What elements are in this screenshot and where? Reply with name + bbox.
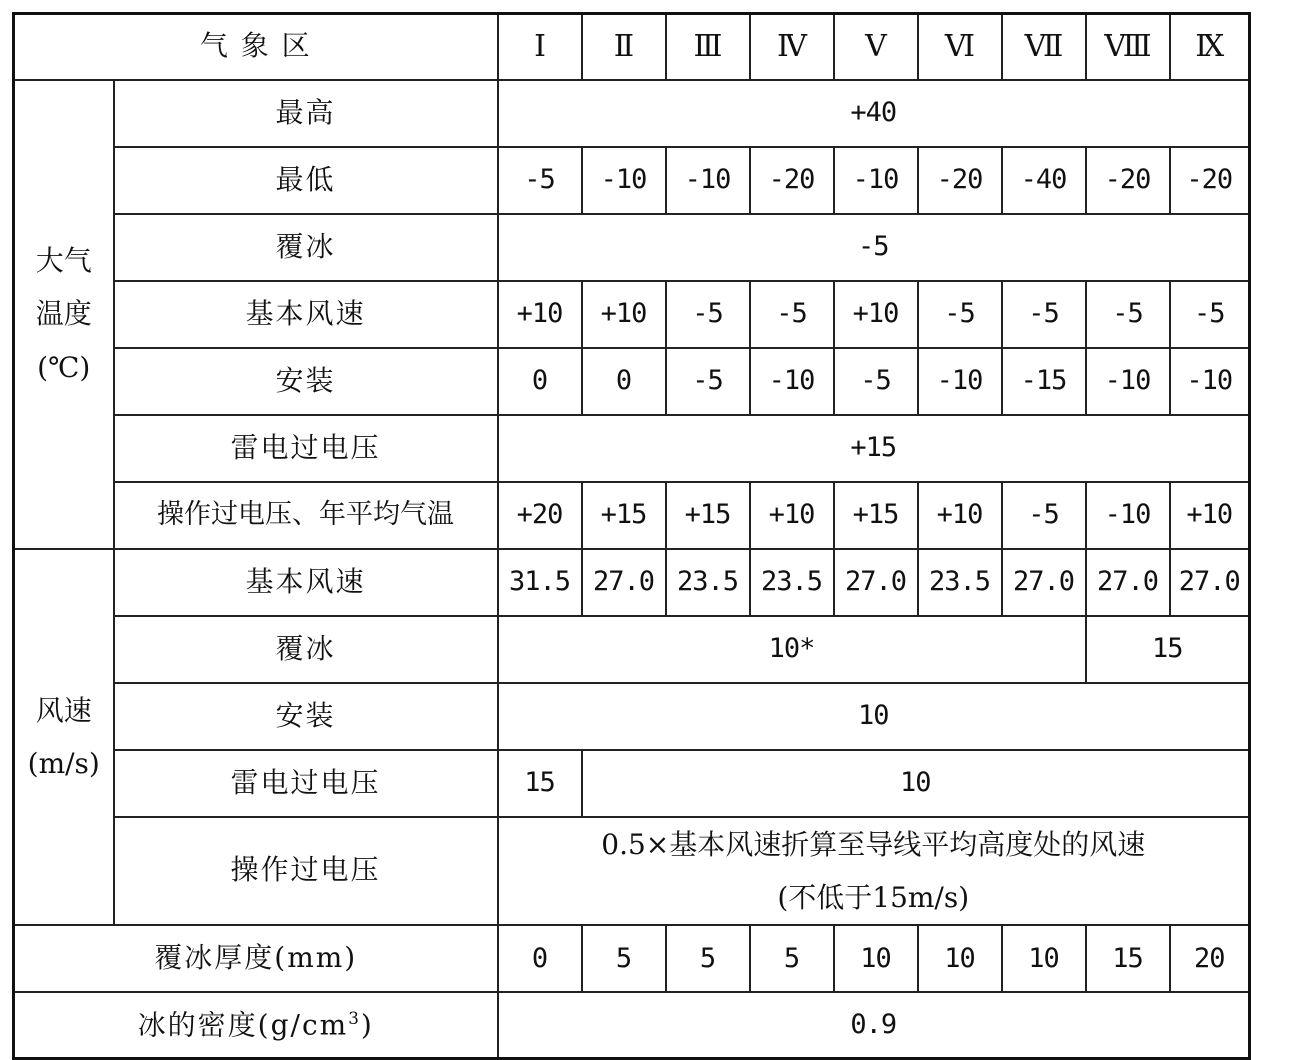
- ice-density-label: [14, 992, 498, 1059]
- temperature-group-label: [14, 80, 114, 549]
- zone-header-1: Ⅰ: [498, 14, 582, 80]
- temp-switching-cell: +10: [918, 482, 1002, 549]
- temp-lightning-value: +15: [498, 415, 1250, 482]
- zone-header-9: Ⅸ: [1170, 14, 1250, 80]
- zone-header-6: Ⅵ: [918, 14, 1002, 80]
- temp-basic-wind-cell: -5: [1002, 281, 1086, 348]
- temp-icing-value: -5: [498, 214, 1250, 281]
- wind-basic-cell: 23.5: [666, 549, 750, 616]
- wind-installation-label: 安装: [114, 683, 498, 750]
- temp-basic-wind-cell: -5: [1170, 281, 1250, 348]
- zone-header-7: Ⅶ: [1002, 14, 1086, 80]
- temp-highest-label: 最高: [114, 80, 498, 147]
- wind-group-line2: (m/s): [27, 746, 100, 780]
- ice-thickness-cell: 10: [834, 925, 918, 992]
- temp-basic-wind-cell: -5: [750, 281, 834, 348]
- ice-thickness-cell: 5: [666, 925, 750, 992]
- wind-group-label: [14, 549, 114, 925]
- temp-basic-wind-label: 基本风速: [114, 281, 498, 348]
- temp-switching-cell: +10: [750, 482, 834, 549]
- table-container: [12, 12, 1251, 1060]
- ice-thickness-cell: 5: [750, 925, 834, 992]
- ice-thickness-row: [14, 925, 1250, 992]
- temp-lowest-cell: -10: [666, 147, 750, 214]
- wind-installation-row: [14, 683, 1250, 750]
- temp-lowest-cell: -20: [1086, 147, 1170, 214]
- temp-switching-cell: -10: [1086, 482, 1170, 549]
- wind-switching-label: 操作过电压: [114, 817, 498, 925]
- wind-switching-line2: (不低于15m/s): [777, 880, 970, 914]
- zone-header-3: Ⅲ: [666, 14, 750, 80]
- wind-lightning-row: [14, 750, 1250, 817]
- wind-lightning-value-zone-1: 15: [498, 750, 582, 817]
- temp-basic-wind-cell: -5: [1086, 281, 1170, 348]
- wind-group-line1: 风速: [35, 693, 92, 727]
- temp-lowest-cell: -10: [834, 147, 918, 214]
- wind-icing-row: [14, 616, 1250, 683]
- wind-icing-value-zones-1-7: 10*: [498, 616, 1086, 683]
- temp-basic-wind-cell: +10: [834, 281, 918, 348]
- temp-installation-cell: -10: [750, 348, 834, 415]
- wind-basic-label: 基本风速: [114, 549, 498, 616]
- temp-lowest-cell: -20: [918, 147, 1002, 214]
- wind-icing-value-zones-8-9: 15: [1086, 616, 1250, 683]
- temp-switching-cell: +20: [498, 482, 582, 549]
- temp-lightning-row: [14, 415, 1250, 482]
- temp-basic-wind-cell: +10: [498, 281, 582, 348]
- temp-installation-label: 安装: [114, 348, 498, 415]
- wind-basic-cell: 31.5: [498, 549, 582, 616]
- ice-thickness-cell: 15: [1086, 925, 1170, 992]
- temp-installation-cell: -10: [918, 348, 1002, 415]
- wind-lightning-value-zones-2-9: 10: [582, 750, 1250, 817]
- temp-switching-row: [14, 482, 1250, 549]
- temp-switching-cell: +15: [582, 482, 666, 549]
- temp-switching-cell: +10: [1170, 482, 1250, 549]
- temp-lightning-label: 雷电过电压: [114, 415, 498, 482]
- temp-switching-label: 操作过电压、年平均气温: [114, 482, 498, 549]
- temp-lowest-cell: -40: [1002, 147, 1086, 214]
- temp-lowest-label: 最低: [114, 147, 498, 214]
- temp-basic-wind-row: [14, 281, 1250, 348]
- zone-header-8: Ⅷ: [1086, 14, 1170, 80]
- wind-basic-cell: 23.5: [750, 549, 834, 616]
- wind-switching-line1: 0.5×基本风速折算至导线平均高度处的风速: [601, 827, 1146, 861]
- ice-thickness-cell: 0: [498, 925, 582, 992]
- wind-lightning-label: 雷电过电压: [114, 750, 498, 817]
- wind-switching-value: [498, 817, 1250, 925]
- wind-basic-row: [14, 549, 1250, 616]
- ice-density-label-sup: 3: [348, 1008, 361, 1029]
- wind-basic-cell: 27.0: [582, 549, 666, 616]
- zone-header-label: 气 象 区: [14, 14, 498, 80]
- temp-lowest-cell: -10: [582, 147, 666, 214]
- temp-basic-wind-cell: -5: [666, 281, 750, 348]
- temp-icing-label: 覆冰: [114, 214, 498, 281]
- temp-installation-row: [14, 348, 1250, 415]
- temp-switching-cell: -5: [1002, 482, 1086, 549]
- wind-basic-cell: 27.0: [1086, 549, 1170, 616]
- ice-thickness-label: 覆冰厚度(mm): [14, 925, 498, 992]
- temp-basic-wind-cell: -5: [918, 281, 1002, 348]
- ice-thickness-cell: 10: [1002, 925, 1086, 992]
- temp-installation-cell: 0: [582, 348, 666, 415]
- temp-basic-wind-cell: +10: [582, 281, 666, 348]
- zone-header-2: Ⅱ: [582, 14, 666, 80]
- temp-installation-cell: -10: [1170, 348, 1250, 415]
- ice-density-label-main: 冰的密度(g/cm: [137, 1008, 349, 1042]
- ice-density-row: [14, 992, 1250, 1059]
- temp-lowest-cell: -20: [750, 147, 834, 214]
- temp-switching-cell: +15: [666, 482, 750, 549]
- temperature-group-line1: 大气: [35, 244, 92, 278]
- temperature-group-line2: 温度: [35, 297, 92, 331]
- temp-highest-row: [14, 80, 1250, 147]
- zone-header-4: Ⅳ: [750, 14, 834, 80]
- wind-basic-cell: 23.5: [918, 549, 1002, 616]
- ice-thickness-cell: 10: [918, 925, 1002, 992]
- temp-switching-cell: +15: [834, 482, 918, 549]
- temp-lowest-cell: -5: [498, 147, 582, 214]
- ice-thickness-cell: 20: [1170, 925, 1250, 992]
- ice-density-value: 0.9: [498, 992, 1250, 1059]
- wind-basic-cell: 27.0: [834, 549, 918, 616]
- wind-switching-row: [14, 817, 1250, 925]
- temp-installation-cell: -5: [834, 348, 918, 415]
- temp-installation-cell: 0: [498, 348, 582, 415]
- ice-thickness-cell: 5: [582, 925, 666, 992]
- meteorological-zone-table: [12, 12, 1251, 1060]
- temp-icing-row: [14, 214, 1250, 281]
- temperature-group-line3: (℃): [37, 350, 91, 384]
- temp-installation-cell: -5: [666, 348, 750, 415]
- wind-basic-cell: 27.0: [1002, 549, 1086, 616]
- wind-basic-cell: 27.0: [1170, 549, 1250, 616]
- temp-highest-value: +40: [498, 80, 1250, 147]
- temp-lowest-row: [14, 147, 1250, 214]
- temp-installation-cell: -15: [1002, 348, 1086, 415]
- temp-lowest-cell: -20: [1170, 147, 1250, 214]
- ice-density-label-close: ): [360, 1008, 374, 1042]
- zone-header-5: Ⅴ: [834, 14, 918, 80]
- wind-icing-label: 覆冰: [114, 616, 498, 683]
- wind-installation-value: 10: [498, 683, 1250, 750]
- header-row: [14, 14, 1250, 80]
- temp-installation-cell: -10: [1086, 348, 1170, 415]
